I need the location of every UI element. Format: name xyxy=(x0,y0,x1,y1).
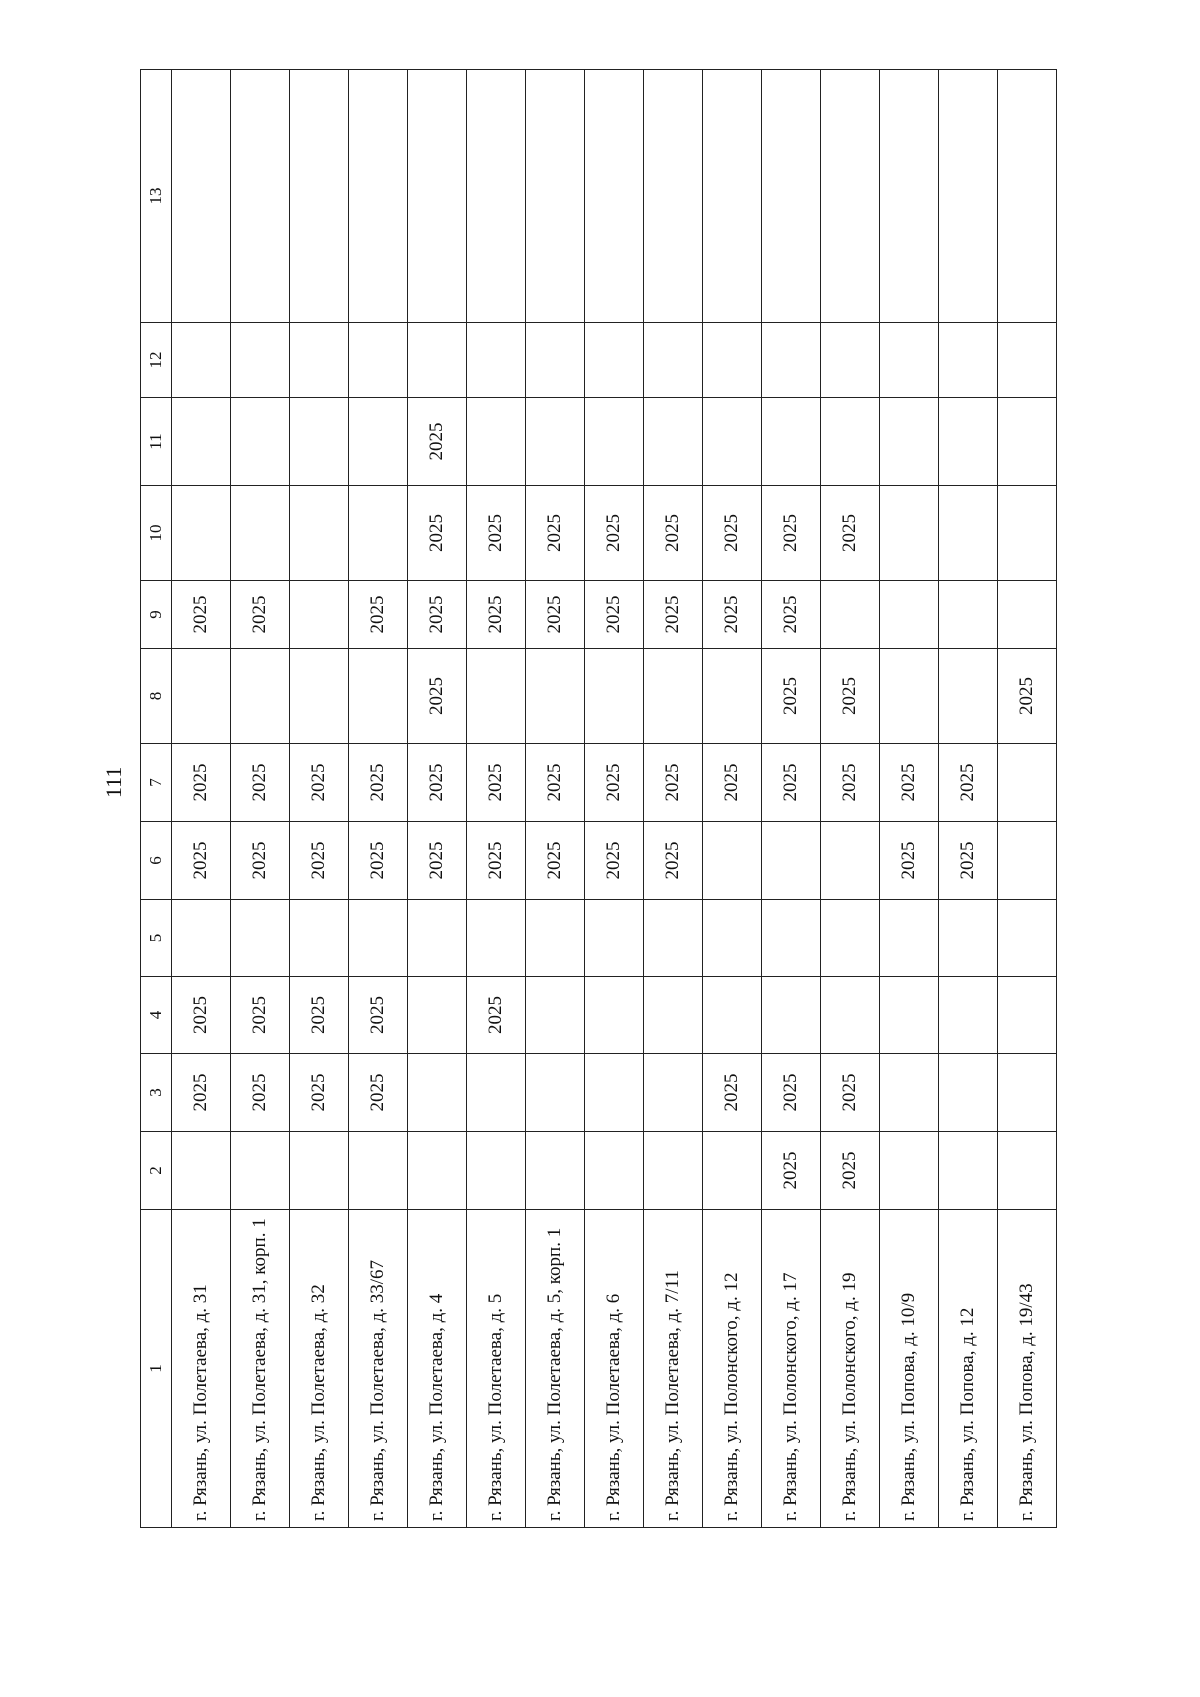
address-cell: г. Рязань, ул. Полонского, д. 17 xyxy=(762,1210,821,1528)
year-cell: 2025 xyxy=(526,822,585,900)
year-cell: 2025 xyxy=(172,822,231,900)
year-cell: 2025 xyxy=(172,581,231,649)
year-cell: 2025 xyxy=(703,581,762,649)
year-cell xyxy=(998,323,1057,398)
year-cell xyxy=(939,649,998,744)
table-row xyxy=(231,70,290,1528)
year-cell xyxy=(821,398,880,486)
year-cell xyxy=(880,398,939,486)
year-cell: 2025 xyxy=(408,649,467,744)
year-cell xyxy=(467,649,526,744)
year-cell xyxy=(585,323,644,398)
year-cell: 2025 xyxy=(880,822,939,900)
column-header-7: 7 xyxy=(141,744,172,822)
year-cell: 2025 xyxy=(821,1054,880,1132)
year-cell: 2025 xyxy=(290,977,349,1054)
table-row xyxy=(526,70,585,1528)
year-cell xyxy=(998,581,1057,649)
year-cell xyxy=(172,398,231,486)
year-cell xyxy=(526,649,585,744)
year-cell: 2025 xyxy=(585,581,644,649)
header-row xyxy=(141,70,172,1528)
year-cell xyxy=(762,977,821,1054)
address-cell: г. Рязань, ул. Полетаева, д. 31, корп. 1 xyxy=(231,1210,290,1528)
year-cell xyxy=(172,486,231,581)
year-cell xyxy=(585,1054,644,1132)
year-cell xyxy=(349,486,408,581)
year-cell: 2025 xyxy=(939,822,998,900)
year-cell xyxy=(644,1054,703,1132)
year-cell: 2025 xyxy=(231,822,290,900)
year-cell: 2025 xyxy=(762,1054,821,1132)
address-cell: г. Рязань, ул. Попова, д. 19/43 xyxy=(998,1210,1057,1528)
year-cell: 2025 xyxy=(762,649,821,744)
address-cell: г. Рязань, ул. Полетаева, д. 4 xyxy=(408,1210,467,1528)
column-header-11: 11 xyxy=(141,398,172,486)
table-row xyxy=(939,70,998,1528)
year-cell: 2025 xyxy=(821,649,880,744)
year-cell xyxy=(526,70,585,323)
year-cell xyxy=(644,1132,703,1210)
year-cell xyxy=(290,486,349,581)
year-cell xyxy=(762,70,821,323)
year-cell xyxy=(703,398,762,486)
year-cell xyxy=(644,323,703,398)
year-cell: 2025 xyxy=(408,581,467,649)
year-cell xyxy=(408,1054,467,1132)
year-cell xyxy=(880,1132,939,1210)
year-cell: 2025 xyxy=(880,744,939,822)
column-header-8: 8 xyxy=(141,649,172,744)
table-row xyxy=(585,70,644,1528)
year-cell xyxy=(172,900,231,977)
year-cell: 2025 xyxy=(762,1132,821,1210)
year-cell: 2025 xyxy=(408,486,467,581)
year-cell xyxy=(526,900,585,977)
year-cell xyxy=(408,323,467,398)
year-cell xyxy=(349,649,408,744)
year-cell: 2025 xyxy=(585,486,644,581)
year-cell xyxy=(585,70,644,323)
year-cell xyxy=(172,70,231,323)
year-cell xyxy=(880,977,939,1054)
year-cell xyxy=(290,1132,349,1210)
year-cell xyxy=(349,70,408,323)
column-header-13: 13 xyxy=(141,70,172,323)
year-cell: 2025 xyxy=(408,744,467,822)
column-header-10: 10 xyxy=(141,486,172,581)
column-header-5: 5 xyxy=(141,900,172,977)
repair-schedule-table xyxy=(140,69,1057,1528)
year-cell xyxy=(408,1132,467,1210)
year-cell xyxy=(998,486,1057,581)
column-header-4: 4 xyxy=(141,977,172,1054)
year-cell: 2025 xyxy=(467,744,526,822)
year-cell xyxy=(408,900,467,977)
year-cell: 2025 xyxy=(172,1054,231,1132)
year-cell xyxy=(290,398,349,486)
year-cell xyxy=(998,744,1057,822)
address-cell: г. Рязань, ул. Полонского, д. 19 xyxy=(821,1210,880,1528)
year-cell xyxy=(526,1054,585,1132)
year-cell: 2025 xyxy=(467,581,526,649)
year-cell: 2025 xyxy=(467,977,526,1054)
column-header-2: 2 xyxy=(141,1132,172,1210)
year-cell: 2025 xyxy=(644,744,703,822)
column-header-12: 12 xyxy=(141,323,172,398)
address-cell: г. Рязань, ул. Полетаева, д. 31 xyxy=(172,1210,231,1528)
year-cell: 2025 xyxy=(408,822,467,900)
year-cell xyxy=(880,581,939,649)
year-cell: 2025 xyxy=(231,977,290,1054)
year-cell: 2025 xyxy=(349,1054,408,1132)
year-cell: 2025 xyxy=(821,486,880,581)
year-cell xyxy=(585,977,644,1054)
year-cell xyxy=(998,70,1057,323)
year-cell: 2025 xyxy=(821,744,880,822)
year-cell: 2025 xyxy=(526,486,585,581)
year-cell xyxy=(644,649,703,744)
year-cell xyxy=(762,323,821,398)
year-cell: 2025 xyxy=(644,486,703,581)
column-header-3: 3 xyxy=(141,1054,172,1132)
year-cell xyxy=(290,900,349,977)
year-cell xyxy=(172,1132,231,1210)
year-cell: 2025 xyxy=(703,744,762,822)
year-cell: 2025 xyxy=(231,1054,290,1132)
year-cell xyxy=(939,581,998,649)
year-cell: 2025 xyxy=(290,744,349,822)
rotated-table-container xyxy=(140,110,1050,1528)
year-cell xyxy=(703,70,762,323)
year-cell xyxy=(467,1054,526,1132)
table-row xyxy=(703,70,762,1528)
year-cell xyxy=(998,822,1057,900)
year-cell: 2025 xyxy=(939,744,998,822)
table-row xyxy=(172,70,231,1528)
year-cell xyxy=(349,1132,408,1210)
page-number: 111 xyxy=(101,766,126,798)
year-cell xyxy=(880,486,939,581)
year-cell xyxy=(821,70,880,323)
table-row xyxy=(880,70,939,1528)
year-cell: 2025 xyxy=(172,977,231,1054)
year-cell: 2025 xyxy=(526,581,585,649)
year-cell: 2025 xyxy=(644,822,703,900)
year-cell xyxy=(703,822,762,900)
table-row xyxy=(762,70,821,1528)
year-cell xyxy=(290,70,349,323)
year-cell: 2025 xyxy=(762,486,821,581)
column-header-6: 6 xyxy=(141,822,172,900)
year-cell xyxy=(231,323,290,398)
year-cell xyxy=(821,822,880,900)
year-cell xyxy=(526,977,585,1054)
year-cell: 2025 xyxy=(349,744,408,822)
year-cell: 2025 xyxy=(526,744,585,822)
year-cell xyxy=(290,323,349,398)
year-cell: 2025 xyxy=(703,486,762,581)
year-cell xyxy=(939,1132,998,1210)
year-cell xyxy=(821,323,880,398)
year-cell xyxy=(703,323,762,398)
year-cell xyxy=(231,398,290,486)
year-cell xyxy=(762,822,821,900)
year-cell xyxy=(644,70,703,323)
year-cell xyxy=(644,977,703,1054)
year-cell xyxy=(939,977,998,1054)
year-cell: 2025 xyxy=(231,581,290,649)
year-cell xyxy=(821,900,880,977)
year-cell xyxy=(467,323,526,398)
year-cell xyxy=(939,1054,998,1132)
year-cell xyxy=(939,323,998,398)
year-cell: 2025 xyxy=(585,744,644,822)
year-cell xyxy=(526,323,585,398)
year-cell xyxy=(703,900,762,977)
table-row xyxy=(290,70,349,1528)
year-cell xyxy=(939,398,998,486)
year-cell xyxy=(349,900,408,977)
address-cell: г. Рязань, ул. Полетаева, д. 6 xyxy=(585,1210,644,1528)
year-cell xyxy=(998,1132,1057,1210)
year-cell xyxy=(408,977,467,1054)
year-cell xyxy=(644,900,703,977)
year-cell xyxy=(880,323,939,398)
year-cell: 2025 xyxy=(408,398,467,486)
year-cell xyxy=(644,398,703,486)
year-cell: 2025 xyxy=(821,1132,880,1210)
address-cell: г. Рязань, ул. Полетаева, д. 32 xyxy=(290,1210,349,1528)
column-header-1: 1 xyxy=(141,1210,172,1528)
year-cell: 2025 xyxy=(172,744,231,822)
year-cell xyxy=(231,486,290,581)
year-cell: 2025 xyxy=(467,822,526,900)
year-cell xyxy=(172,323,231,398)
address-cell: г. Рязань, ул. Полетаева, д. 33/67 xyxy=(349,1210,408,1528)
year-cell: 2025 xyxy=(585,822,644,900)
year-cell: 2025 xyxy=(703,1054,762,1132)
address-cell: г. Рязань, ул. Полетаева, д. 7/11 xyxy=(644,1210,703,1528)
year-cell xyxy=(467,900,526,977)
year-cell xyxy=(762,398,821,486)
year-cell: 2025 xyxy=(644,581,703,649)
table-body xyxy=(172,70,1057,1528)
year-cell xyxy=(290,581,349,649)
year-cell xyxy=(880,1054,939,1132)
address-cell: г. Рязань, ул. Попова, д. 12 xyxy=(939,1210,998,1528)
address-cell: г. Рязань, ул. Попова, д. 10/9 xyxy=(880,1210,939,1528)
table-row xyxy=(467,70,526,1528)
year-cell: 2025 xyxy=(349,977,408,1054)
year-cell xyxy=(467,70,526,323)
year-cell xyxy=(585,900,644,977)
year-cell xyxy=(408,70,467,323)
year-cell xyxy=(998,977,1057,1054)
year-cell: 2025 xyxy=(290,822,349,900)
year-cell xyxy=(880,649,939,744)
year-cell xyxy=(585,398,644,486)
year-cell xyxy=(172,649,231,744)
year-cell xyxy=(290,649,349,744)
year-cell: 2025 xyxy=(349,822,408,900)
year-cell xyxy=(585,1132,644,1210)
year-cell xyxy=(998,900,1057,977)
year-cell xyxy=(703,649,762,744)
year-cell xyxy=(998,398,1057,486)
year-cell xyxy=(585,649,644,744)
year-cell xyxy=(821,581,880,649)
year-cell xyxy=(526,1132,585,1210)
table-row xyxy=(408,70,467,1528)
year-cell xyxy=(467,398,526,486)
year-cell xyxy=(349,398,408,486)
year-cell xyxy=(939,486,998,581)
address-cell: г. Рязань, ул. Полонского, д. 12 xyxy=(703,1210,762,1528)
table-row xyxy=(821,70,880,1528)
year-cell xyxy=(703,977,762,1054)
year-cell xyxy=(939,70,998,323)
table-row xyxy=(349,70,408,1528)
table-row xyxy=(644,70,703,1528)
year-cell xyxy=(231,649,290,744)
year-cell xyxy=(231,1132,290,1210)
year-cell: 2025 xyxy=(998,649,1057,744)
address-cell: г. Рязань, ул. Полетаева, д. 5, корп. 1 xyxy=(526,1210,585,1528)
year-cell: 2025 xyxy=(231,744,290,822)
year-cell xyxy=(762,900,821,977)
year-cell: 2025 xyxy=(290,1054,349,1132)
year-cell xyxy=(467,1132,526,1210)
year-cell xyxy=(231,900,290,977)
address-cell: г. Рязань, ул. Полетаева, д. 5 xyxy=(467,1210,526,1528)
year-cell: 2025 xyxy=(349,581,408,649)
year-cell xyxy=(939,900,998,977)
year-cell: 2025 xyxy=(762,744,821,822)
table-row xyxy=(998,70,1057,1528)
year-cell xyxy=(880,900,939,977)
year-cell: 2025 xyxy=(467,486,526,581)
year-cell xyxy=(703,1132,762,1210)
year-cell xyxy=(880,70,939,323)
year-cell xyxy=(349,323,408,398)
year-cell xyxy=(998,1054,1057,1132)
year-cell xyxy=(231,70,290,323)
column-header-9: 9 xyxy=(141,581,172,649)
year-cell xyxy=(821,977,880,1054)
year-cell xyxy=(526,398,585,486)
table-header xyxy=(141,70,172,1528)
year-cell: 2025 xyxy=(762,581,821,649)
